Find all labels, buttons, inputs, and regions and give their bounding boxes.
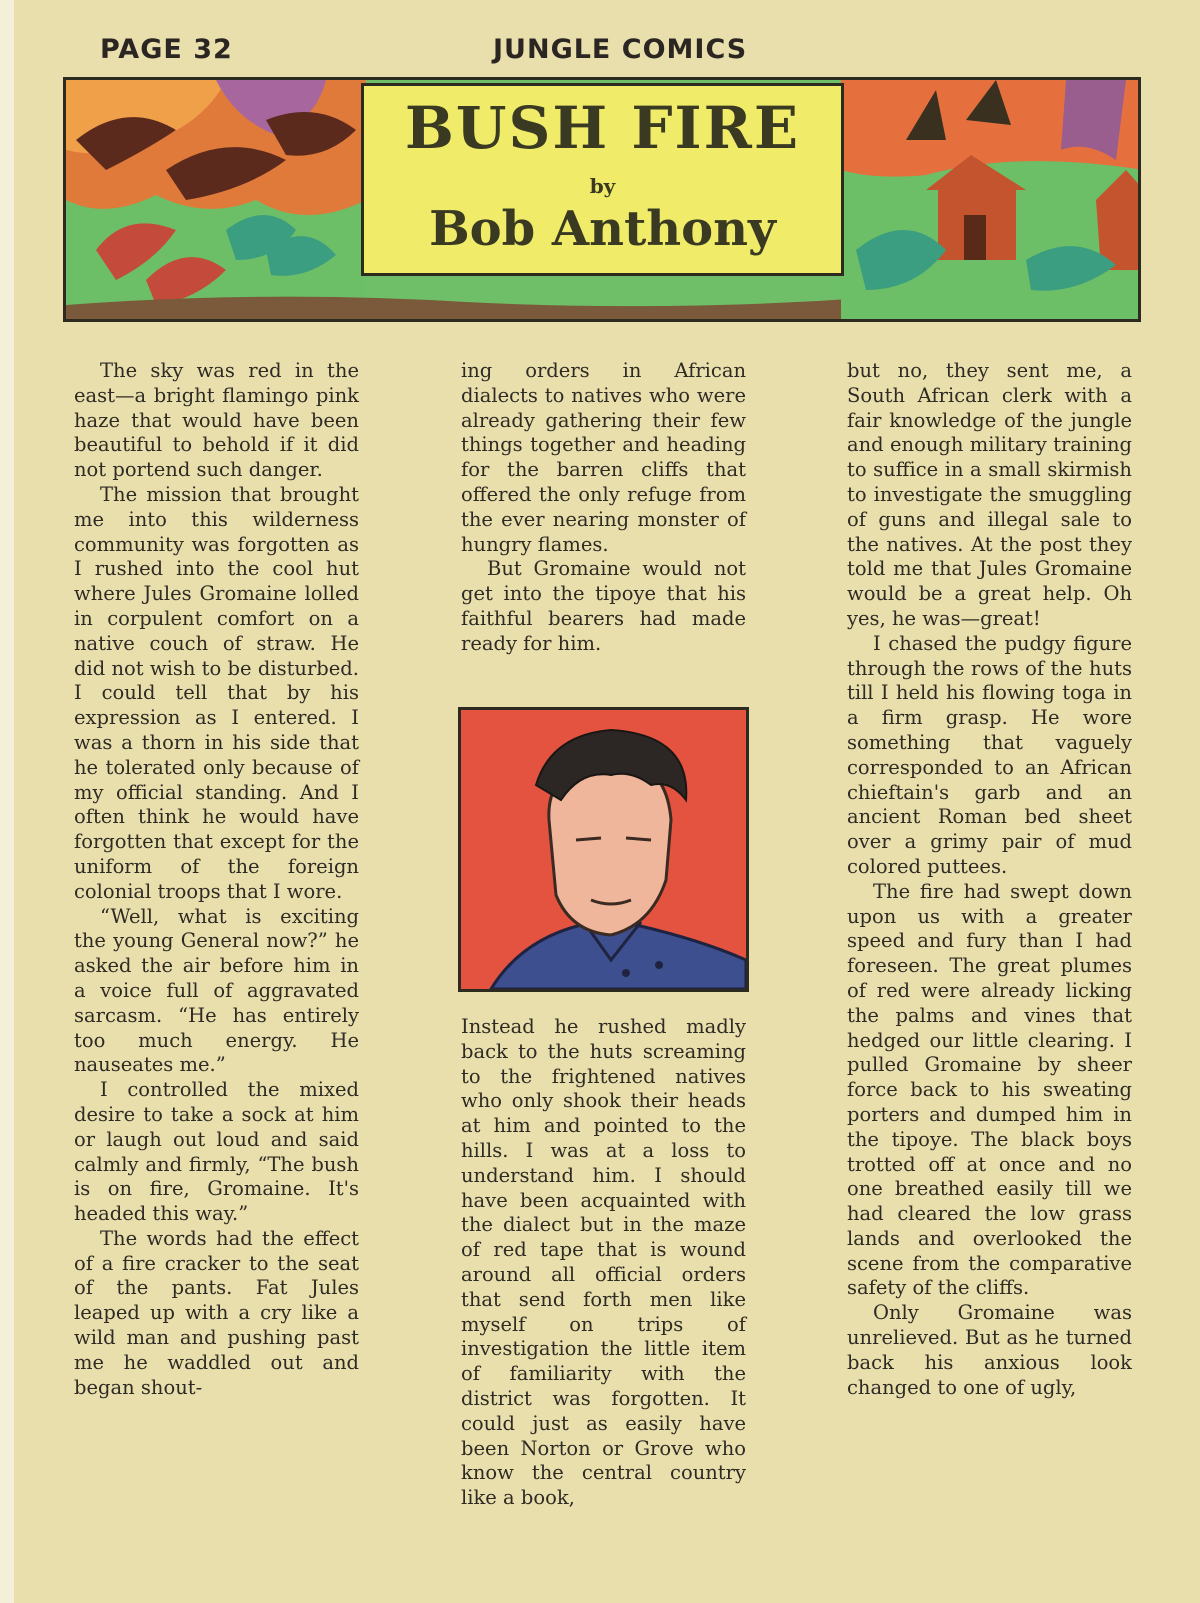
page-header: [100, 34, 1120, 74]
paragraph: Instead he rushed madly back to the huts screaming to the frightened natives who only shook their heads at him and pointed to the hills. I was at a loss to understand him. I should have been acquainted with the dialect but in the maze of red tape that is wound around all official orders that send forth men like myself on trips of investigation the little item of familiarity with the district was forgotten. It could just as easily have been Norton or Grove who know the central country like a book,: [461, 1015, 746, 1510]
paragraph: The mission that brought me into this wilderness community was forgotten as I rushed into the cool hut where Jules Gromaine lolled in corpulent comfort on a native couch of straw. He did not wish to be disturbed. I could tell that by his expression as I entered. I was a thorn in his side that he tolerated only because of my official standing. And I often think he would have forgotten that except for the uniform of the foreign colonial troops that I wore.: [74, 482, 359, 903]
portrait-illustration: [461, 710, 746, 989]
paragraph: Only Gromaine was unrelieved. But as he turned back his anxious look changed to one of ugly,: [847, 1301, 1132, 1399]
byline-by: by: [589, 174, 616, 198]
paragraph: “Well, what is exciting the young General now?” he asked the air before him in a voice full of aggravated sarcasm. “He has entirely too much energy. He nauseates me.”: [74, 904, 359, 1077]
paragraph: The sky was red in the east—a bright flamingo pink haze that would have been beautiful to behold if it did not portend such danger.: [74, 359, 359, 482]
page-edge: [0, 0, 14, 1603]
paragraph: I chased the pudgy figure through the rows of the huts till I held his flowing toga in a firm grasp. He wore something that vaguely corresponded to an African chieftain's garb and an ancient Roman bed sheet over a grimy pair of mud colored puttees.: [847, 631, 1132, 878]
story-title: BUSH FIRE: [404, 94, 801, 162]
paragraph: But Gromaine would not get into the tipoye that his faithful bearers had made ready for him.: [461, 557, 746, 655]
text-column-2-bottom: [461, 1015, 746, 1511]
paragraph: ing orders in African dialects to natives who were already gathering their few things together and heading for the barren cliffs that offered the only refuge from the ever nearing monster of hungry flames.: [461, 359, 746, 556]
title-banner: [63, 77, 1141, 322]
paragraph: but no, they sent me, a South African clerk with a fair knowledge of the jungle and enough military training to suffice in a small skirmish to investigate the smuggling of guns and illegal sale to the natives. At the post they told me that Jules Gromaine would be a great help. Oh yes, he was—great!: [847, 359, 1132, 630]
magazine-title: JUNGLE COMICS: [493, 34, 748, 65]
text-column-1: [74, 359, 359, 1400]
paragraph: The words had the effect of a fire cracker to the seat of the pants. Fat Jules leaped up with a cry like a wild man and pushing past me he waddled out and began shout-: [74, 1226, 359, 1399]
text-column-2-top: [461, 359, 746, 657]
paragraph: I controlled the mixed desire to take a sock at him or laugh out loud and said calmly and firmly, “The bush is on fire, Gromaine. It's headed this way.”: [74, 1078, 359, 1226]
text-column-3: [847, 359, 1132, 1400]
page-number: PAGE 32: [100, 34, 233, 65]
character-portrait: [458, 707, 749, 992]
paragraph: The fire had swept down upon us with a greater speed and fury than I had foreseen. The great plumes of red were already licking the palms and vines that hedged our little clearing. I pulled Gromaine by sheer force back to his sweating porters and dumped him in the tipoye. The black boys trotted off at once and no one breathed easily till we had cleared the low grass lands and overlooked the scene from the comparative safety of the cliffs.: [847, 879, 1132, 1300]
story-author: Bob Anthony: [429, 201, 776, 257]
title-box: [361, 83, 844, 276]
